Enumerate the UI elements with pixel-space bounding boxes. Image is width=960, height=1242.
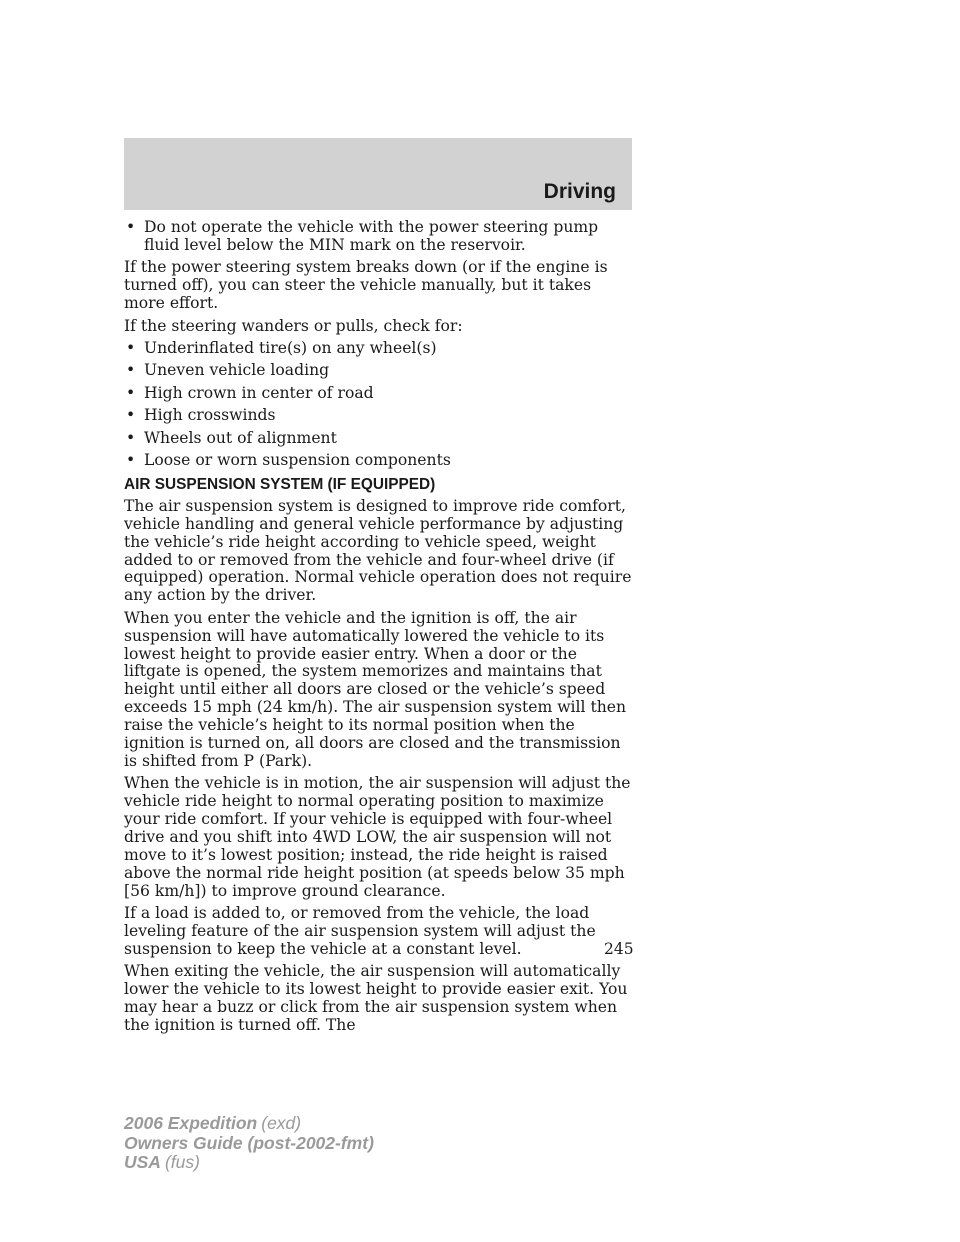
paragraph: When you enter the vehicle and the ignition is off, the air suspension will have automatically lowered the vehicle to its lowest height to provide easier entry. When a door or the liftgate is opened, the system memorizes and maintains that height until either all doors are closed or the vehicle’s speed exceeds 15 mph (24 km/h). The air suspension system will then raise the vehicle’s height to its normal position when the ignition is turned on, all doors are closed and the transmission is shifted from P (Park). <box>124 608 627 770</box>
page-number: 245 <box>604 940 634 958</box>
paragraph: When the vehicle is in motion, the air suspension will adjust the vehicle ride height to normal operating position to maximize your ride comfort. If your vehicle is equipped with four-wheel drive and you shift into 4WD LOW, the air suspension will not move to it’s lowest position; instead, the ride height is raised above the normal ride height position (at speeds below 35 mph [56 km/h]) to improve ground clearance. <box>124 774 631 900</box>
paragraph: The air suspension system is designed to improve ride comfort, vehicle handling and general vehicle performance by adjusting the vehicle’s ride height according to vehicle speed, weight added to or removed from the vehicle and four-wheel drive (if equipped) operation. Normal vehicle operation does not require any action by the driver. <box>124 496 632 605</box>
bullet-icon: • <box>126 383 136 402</box>
bullet-icon: • <box>126 428 136 447</box>
bullet-icon: • <box>126 338 136 357</box>
bullet-icon: • <box>126 361 136 380</box>
section-title: Driving <box>543 180 616 203</box>
bullet-icon: • <box>126 450 136 469</box>
bullet-icon: • <box>126 218 136 236</box>
list-item: • Loose or worn suspension components <box>126 450 451 469</box>
paragraph: If the power steering system breaks down (or if the engine is turned off), you can steer the vehicle manually, but it takes more effort. <box>124 258 608 313</box>
section-heading: AIR SUSPENSION SYSTEM (IF EQUIPPED) <box>124 475 436 493</box>
page-content <box>124 219 636 1040</box>
section-header-band <box>124 138 632 210</box>
list-item: • Underinflated tire(s) on any wheel(s) <box>126 338 437 357</box>
paragraph: When exiting the vehicle, the air suspension will automatically lower the vehicle to its lowest height to provide easier exit. You may hear a buzz or click from the air suspension system when the ignition is turned off. The <box>124 962 628 1035</box>
footer-line-1: 2006 Expedition (exd) <box>124 1113 302 1133</box>
footer-line-2: Owners Guide (post-2002-fmt) <box>124 1132 374 1153</box>
list-item: • Do not operate the vehicle with the power steering pump fluid level below the MIN mark on the reservoir. <box>126 218 599 254</box>
paragraph: If the steering wanders or pulls, check for: <box>124 316 463 335</box>
footer-line-3: USA (fus) <box>124 1152 200 1172</box>
paragraph: If a load is added to, or removed from the vehicle, the load leveling feature of the air suspension system will adjust the suspension to keep the vehicle at a constant level. <box>124 904 596 959</box>
list-item: • High crown in center of road <box>126 383 374 402</box>
list-item: • Wheels out of alignment <box>126 428 337 447</box>
bullet-icon: • <box>126 406 136 425</box>
list-item: • Uneven vehicle loading <box>126 361 330 380</box>
list-item: • High crosswinds <box>126 406 276 425</box>
document-footer <box>124 1114 374 1173</box>
